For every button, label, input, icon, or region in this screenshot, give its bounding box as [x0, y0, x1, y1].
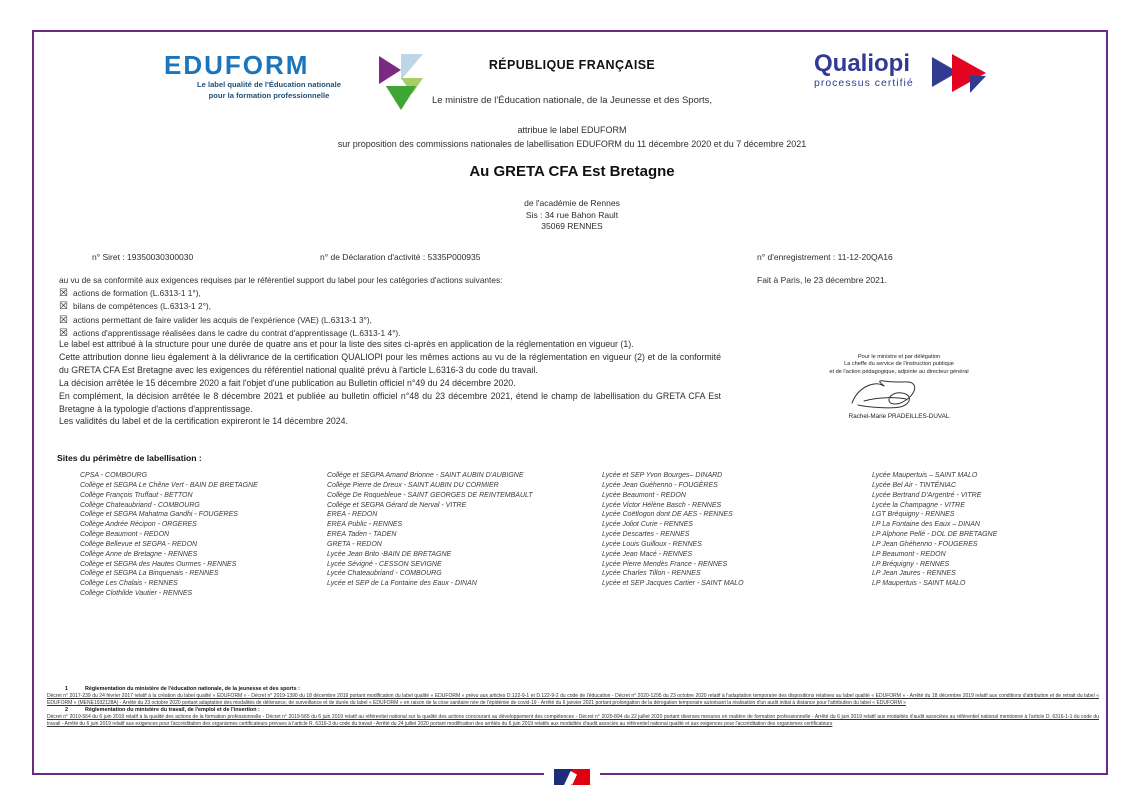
certificate-border-frame: [32, 30, 1108, 775]
footnote-1-number: 1: [65, 686, 68, 692]
checked-action-item: ☒ actions permettant de faire valider les acquis de l'expérience (VAE) (L.6313-1 3°),: [59, 314, 719, 327]
site-entry: LP Bréquigny - RENNES: [872, 560, 950, 568]
sites-column-3: [602, 471, 862, 589]
signatory-name: Rachel-Marie PRADEILLES-DUVAL: [848, 413, 950, 421]
academy-line: de l'académie de Rennes: [524, 198, 620, 208]
flag-blue-panel: [554, 769, 572, 785]
french-flag-icon: [544, 769, 600, 785]
site-entry: LGT Bréquigny - RENNES: [872, 511, 955, 519]
site-entry: LP Jean Ghéhenno - FOUGERES: [872, 540, 978, 548]
site-entry: Lycée Coëtlogon dont DE AES - RENNES: [602, 511, 733, 519]
site-entry: Collège Bellevue et SEGPA - REDON: [80, 540, 198, 548]
sites-heading: Sites du périmètre de labellisation :: [57, 453, 202, 463]
footer-flag-container: [34, 769, 1110, 785]
site-entry: LP La Fontaine des Eaux – DINAN: [872, 521, 980, 529]
site-entry: Collège Pierre de Dreux - SAINT AUBIN DU CORMIER: [327, 481, 499, 489]
site-entry: Lycée Bertrand D'Argentré - VITRE: [872, 491, 982, 499]
signature-delegation-line-1: Pour le ministre et par délégation: [857, 354, 941, 360]
body-paragraph: En complément, la décision arrêtée le 8 décembre 2021 et publiée au bulletin officiel n°48 du 23 décembre 2021, étend le champ de labellisation du GRETA CFA Est Bretagne à la typologie d'actions d'apprentissage.: [59, 390, 721, 414]
address-line-1: Sis : 34 rue Bahon Rault: [525, 209, 619, 220]
site-entry: Lycée Jean Guéhenno - FOUGÈRES: [602, 481, 718, 489]
qualiopi-logo-text: Qualiopi: [814, 50, 910, 77]
address-line-2: 35069 RENNES: [541, 221, 603, 231]
site-entry: EREA Public - RENNES: [327, 521, 403, 529]
body-paragraphs: [59, 338, 721, 428]
site-entry: LP Beaumont - REDON: [872, 550, 946, 558]
site-entry: Collège et SEGPA des Hautes Ourmes - RENNES: [80, 560, 237, 568]
site-entry: Lycée Charles Tillon - RENNES: [602, 570, 701, 578]
site-entry: Collège Andrée Récipon - ORGERES: [80, 521, 197, 529]
site-entry: LP Alphone Pellé - DOL DE BRETAGNE: [872, 531, 998, 539]
signature-block: [734, 354, 1064, 420]
site-entry: Lycée Chateaubriand - COMBOURG: [327, 570, 442, 578]
footnote-1-title: Réglementation du ministère de l'éducation nationale, de la jeunesse et des sports :: [85, 686, 300, 692]
body-paragraph: Le label est attribué à la structure pour une durée de quatre ans et pour la liste des sites ci-après en application de la réglementation en vigueur (1).: [59, 339, 634, 349]
date-place-line: Fait à Paris, le 23 décembre 2021.: [757, 275, 887, 285]
footnote-1-heading: [47, 686, 1099, 693]
sites-column-4: [872, 471, 1097, 589]
site-entry: Collège Chateaubriand - COMBOURG: [80, 501, 200, 509]
signature-scribble: [844, 377, 954, 411]
qualiopi-subtitle: processus certifié: [814, 77, 914, 89]
site-entry: LP Maupertuis - SAINT MALO: [872, 580, 966, 588]
site-entry: Lycée et SEP de La Fontaine des Eaux - DINAN: [327, 580, 477, 588]
site-entry: Lycée Bel Air - TINTÉNIAC: [872, 481, 957, 489]
minister-line: Le ministre de l'Éducation nationale, de la Jeunesse et des Sports,: [431, 95, 713, 106]
declaration-number: n° de Déclaration d'activité : 5335P000935: [320, 252, 481, 262]
site-entry: Lycée Louis Guilloux - RENNES: [602, 540, 702, 548]
footnote-1-citations[interactable]: Décret n° 2017-239 du 24 février 2017 relatif à la création du label qualité « EDUFORM » - Décret n° 2019-1390 du 18 décembre 2019 portant modification du label qualité « EDUFORM » prévu aux articles D.122-9-1 et D.122-9-2 du code de l'éducation - Décret n° 2020-1295 du 23 octobre 2020 relatif à l'adaptation temporaire des dispositions relatives au label qualité « EDUFORM » - Arrêté du 18 décembre 2019 relatif aux conditions d'attribution et de retrait du label « EDUFORM » (MENE1932128A) - Arrêté du 23 octobre 2020 portant adaptation des modalités de délivrance, de surveillance et de durée du label « EDUFORM » en raison de la crise sanitaire née de l'épidémie de covid-19 - Arrêté du 6 janvier 2021 portant prolongation de la dérogation temporaire autorisant la réalisation d'un audit initial à distance pour l'attribution du label « EDUFORM »: [47, 693, 1099, 706]
body-paragraph: Cette attribution donne lieu également à la délivrance de la certification QUALIOPI pour les mêmes actions au vu de la réglementation en vigueur (2) et de la conformité du GRETA CFA Est Bretagne avec les exigences du référentiel national qualité prévu à l'article L.6316-3 du code du travail.: [59, 351, 721, 375]
site-entry: Collège Clothilde Vautier - RENNES: [80, 590, 193, 598]
site-entry: Collège François Truffaut - BETTON: [80, 491, 193, 499]
republique-title: RÉPUBLIQUE FRANÇAISE: [488, 58, 656, 72]
recipient-name: Au GRETA CFA Est Bretagne: [469, 163, 675, 180]
sites-column-2: [327, 471, 592, 589]
proposition-line: sur proposition des commissions nationales de labellisation EDUFORM du 11 décembre 2020 et du 7 décembre 2021: [337, 139, 807, 149]
site-entry: Collège et SEGPA Amand Brionne - SAINT AUBIN D'AUBIGNE: [327, 472, 524, 479]
footnote-2-number: 2: [65, 707, 68, 714]
sites-column-1: [80, 471, 330, 599]
eduform-tagline-1: Le label qualité de l'Éducation nationale: [196, 80, 341, 89]
footnote-2-citations[interactable]: Décret n° 2019-564 du 6 juin 2019 relatif à la qualité des actions de la formation professionnelle - Décret n° 2019-565 du 6 juin 2019 relatif au référentiel national sur la qualité des actions concourant au développement des compétences - Décret n° 2020-894 du 22 juillet 2020 portant diverses mesures en matière de formation professionnelle - Arrêté du 6 juin 2019 relatif aux modalités d'audit associées au référentiel national mentionné à l'article D. 6316-1-1 du code du travail - Arrêté du 6 juin 2019 relatif aux exigences pour l'accréditation des organismes certificateurs prévues à l'article R. 6316-3 du code du travail - Arrêté du 24 juillet 2020 portant modification des arrêtés du 6 juin 2019 relatifs aux modalités d'audit associés au référentiel national qualité et aux exigences pour l'accréditation des organismes certificateurs: [47, 714, 1099, 727]
site-entry: Lycée la Champagne - VITRE: [872, 501, 965, 509]
footnote-2-heading: [47, 707, 1099, 714]
eduform-tagline-2: pour la formation professionnelle: [208, 91, 330, 100]
site-entry: CPSA - COMBOURG: [80, 472, 148, 479]
recipient-address: [34, 198, 1110, 233]
site-entry: Lycée et SEP Yvon Bourges– DINARD: [602, 472, 723, 479]
site-entry: Lycée Jean Brito -BAIN DE BRETAGNE: [327, 550, 452, 558]
body-paragraph: La décision arrêtée le 15 décembre 2020 a fait l'objet d'une publication au Bulletin officiel n°49 du 24 décembre 2020.: [59, 377, 516, 388]
site-entry: Lycée Joliot Curie - RENNES: [602, 521, 693, 529]
checked-action-item: ☒ actions d'apprentissage réalisées dans le cadre du contrat d'apprentissage (L.6313-1 4°).: [59, 327, 719, 340]
qualiopi-arrow-blue-small: [970, 76, 986, 93]
site-entry: Lycée Descartes - RENNES: [602, 531, 690, 539]
checked-action-item: ☒ bilans de compétences (L.6313-1 2°),: [59, 300, 719, 313]
site-entry: EREA Taden - TADEN: [327, 531, 397, 539]
site-entry: Collège et SEGPA La Binquenais - RENNES: [80, 570, 219, 578]
conformity-checklist: [59, 287, 719, 341]
site-entry: Collège Les Chalais - RENNES: [80, 580, 178, 588]
site-entry: Lycée Jean Macé - RENNES: [602, 550, 693, 558]
site-entry: Lycée Victor Hélène Basch - RENNES: [602, 501, 722, 509]
site-entry: Lycée Sévigné - CESSON SEVIGNE: [327, 560, 442, 568]
site-entry: Collège De Roquebleue - SAINT GEORGES DE REINTEMBAULT: [327, 491, 533, 499]
site-entry: Lycée et SEP Jacques Cartier - SAINT MALO: [602, 580, 744, 588]
site-entry: Lycée Beaumont - REDON: [602, 491, 686, 499]
enregistrement-number: n° d'enregistrement : 11-12-20QA16: [757, 252, 893, 262]
siret-number: n° Siret : 19350030300030: [92, 252, 194, 262]
site-entry: LP Jean Jaures - RENNES: [872, 570, 956, 578]
body-paragraph: Les validités du label et de la certification expireront le 14 décembre 2024.: [59, 416, 349, 427]
site-entry: Collège et SEGPA Mahatma Gandhi - FOUGERES: [80, 511, 238, 519]
checked-action-item: ☒ actions de formation (L.6313-1 1°),: [59, 287, 719, 300]
site-entry: Lycée Maupertuis – SAINT MALO: [872, 472, 978, 479]
site-entry: EREA - REDON: [327, 511, 378, 519]
footnotes: [47, 686, 1099, 728]
attribution-line: attribue le label EDUFORM: [517, 125, 627, 135]
site-entry: Collège Beaumont - REDON: [80, 531, 170, 539]
site-entry: Collège Anne de Bretagne - RENNES: [80, 550, 198, 558]
site-entry: Collège et SEGPA Le Chêne Vert - BAIN DE BRETAGNE: [80, 481, 258, 489]
site-entry: Lycée Pierre Mendès France - RENNES: [602, 560, 728, 568]
flag-red-panel: [572, 769, 590, 785]
footnote-2-title: Réglementation du ministère du travail, de l'emploi et de l'insertion :: [85, 707, 260, 714]
site-entry: Collège et SEGPA Gérard de Nerval - VITRE: [327, 501, 467, 509]
eduform-logo-text: EDUFORM: [164, 50, 310, 80]
conformity-intro: au vu de sa conformité aux exigences requises par le référentiel support du label pour les catégories d'actions suivantes:: [59, 275, 503, 285]
site-entry: GRETA - REDON: [327, 540, 382, 548]
signature-delegation-line-3: et de l'action pédagogique, adjointe au directeur général: [829, 368, 969, 375]
signature-delegation-line-2: La cheffe du service de l'instruction publique: [844, 361, 954, 368]
